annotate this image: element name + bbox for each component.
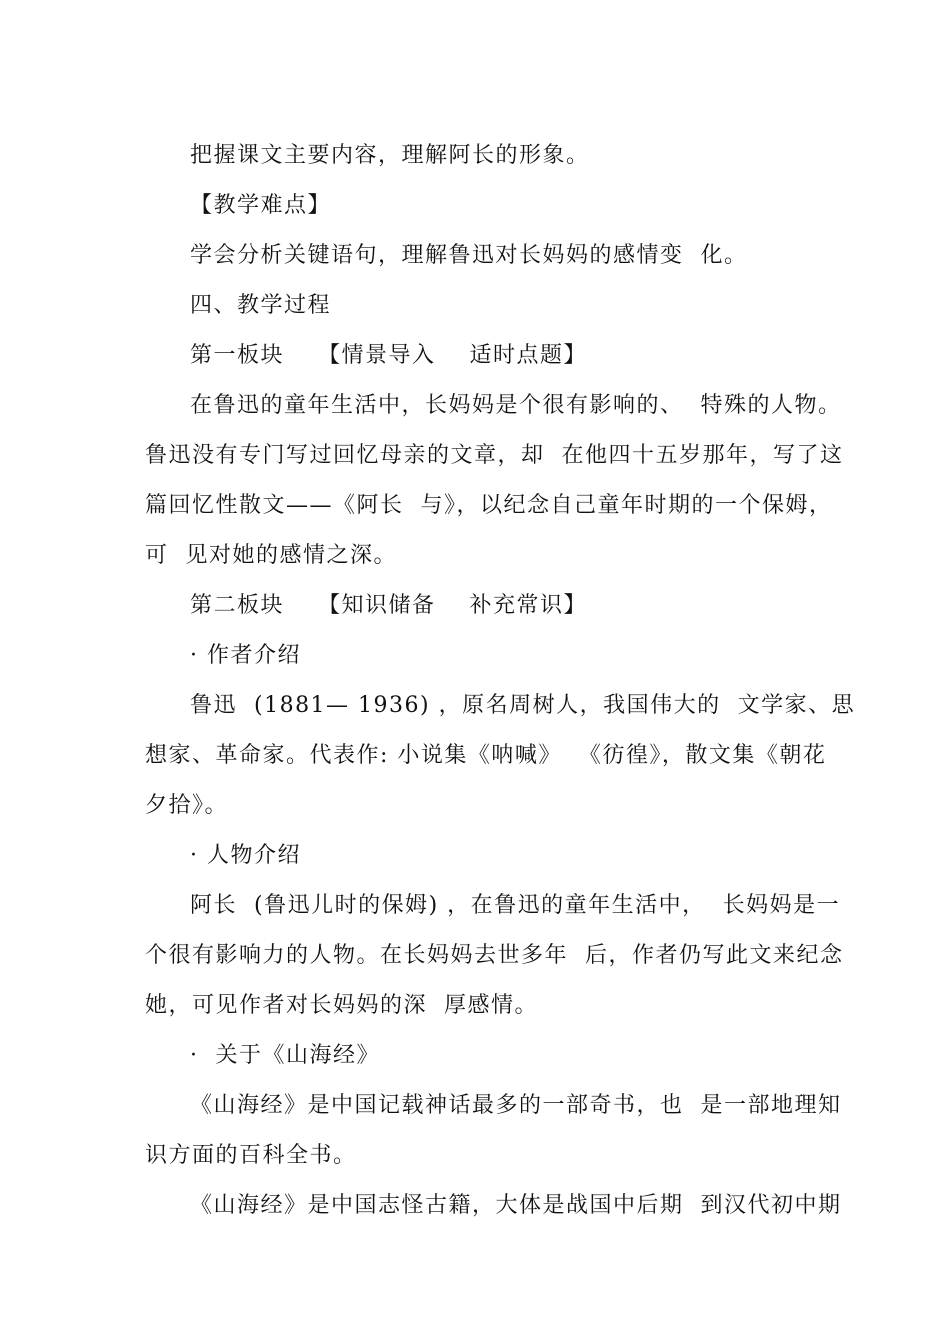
- text-line-difficulty: 学会分析关键语句，理解鲁迅对长妈妈的感情变 化。: [190, 243, 748, 268]
- section-heading-difficulty: 【教学难点】: [190, 193, 332, 218]
- paragraph-line: 想家、革命家。代表作: 小说集《呐喊》 《彷徨》，散文集《朝花: [145, 743, 827, 768]
- subheading-shanhaijing: · 关于《山海经》: [190, 1043, 380, 1068]
- block-heading-2: 第二板块 【知识储备 补充常识】: [190, 593, 587, 618]
- paragraph-line: 鲁迅 (1881— 1936) ，原名周树人，我国伟大的 文学家、思: [190, 693, 856, 718]
- paragraph-line: 她，可见作者对长妈妈的深 厚感情。: [145, 993, 538, 1018]
- text-line-key-point: 把握课文主要内容，理解阿长的形象。: [190, 143, 590, 168]
- paragraph-line: 个很有影响力的人物。在长妈妈去世多年 后，作者仍写此文来纪念: [145, 943, 844, 968]
- paragraph-line: 在鲁迅的童年生活中，长妈妈是个很有影响的、 特殊的人物。: [190, 393, 842, 418]
- paragraph-line: 识方面的百科全书。: [145, 1143, 357, 1168]
- subheading-character: · 人物介绍: [190, 843, 301, 868]
- paragraph-line: 夕拾》。: [145, 793, 229, 818]
- paragraph-line: 《山海经》是中国志怪古籍，大体是战国中后期 到汉代初中期: [190, 1193, 842, 1218]
- paragraph-line: 阿长 (鲁迅儿时的保姆) ，在鲁迅的童年生活中， 长妈妈是一: [190, 893, 841, 918]
- paragraph-line: 《山海经》是中国记载神话最多的一部奇书，也 是一部地理知: [190, 1093, 842, 1118]
- subheading-author: · 作者介绍: [190, 643, 301, 668]
- paragraph-line: 可 见对她的感情之深。: [145, 543, 397, 568]
- block-heading-1: 第一板块 【情景导入 适时点题】: [190, 343, 587, 368]
- paragraph-line: 鲁迅没有专门写过回忆母亲的文章，却 在他四十五岁那年，写了这: [145, 443, 844, 468]
- section-heading-process: 四、教学过程: [190, 293, 332, 318]
- paragraph-line: 篇回忆性散文——《阿长 与》，以纪念自己童年时期的一个保姆，: [145, 493, 833, 518]
